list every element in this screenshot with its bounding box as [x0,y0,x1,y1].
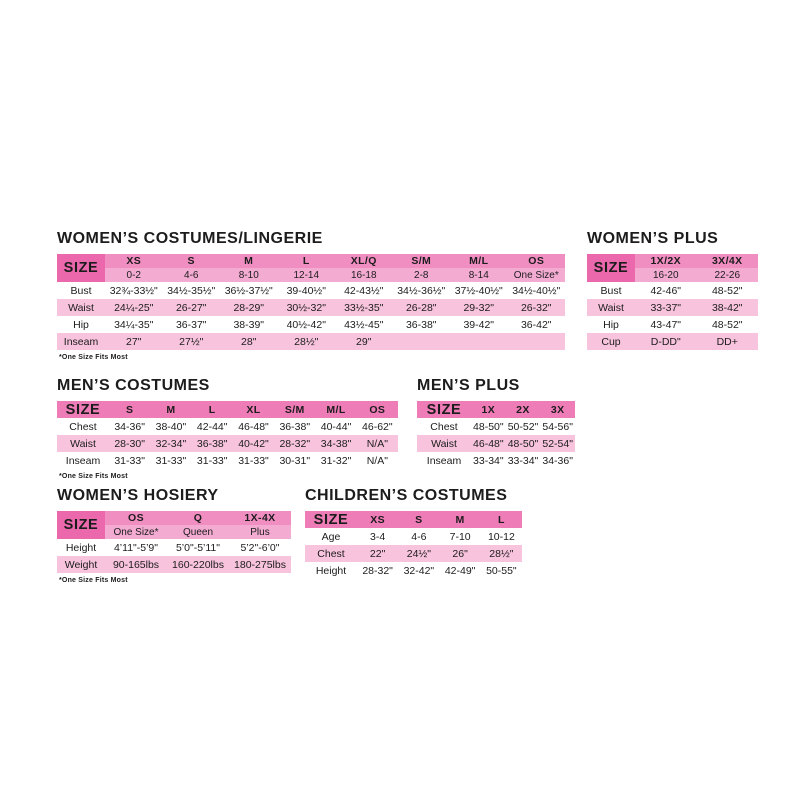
section-womens-plus [587,230,758,350]
column-subheader: One Size* [508,268,566,282]
row-label: Age [321,530,341,543]
row-label: Hip [603,318,619,331]
data-cell: 27" [105,333,163,350]
row-label: Chest [305,545,357,562]
row-label: Inseam [57,333,105,350]
column-header: M/L [450,254,508,268]
data-cell: 5’0"-5’11" [175,541,221,554]
data-cell: 26-32" [508,299,566,316]
column-header: M/L [315,401,356,418]
column-subheader: 2-8 [393,268,451,282]
data-cell: 26-28" [393,299,451,316]
table-row [587,333,758,350]
table-row [57,333,565,350]
data-cell: 33½-35" [335,299,393,316]
footnote-mens-costumes: *One Size Fits Most [59,473,128,480]
table-row [57,539,291,556]
size-header-label: SIZE [57,511,105,539]
data-cell: 28-32" [274,435,315,452]
data-cell: 34-36" [114,420,145,433]
data-cell: 48-50" [473,420,504,433]
data-cell: 50-55" [486,564,517,577]
column-subheader: 0-2 [105,268,163,282]
data-cell: 4-6 [411,530,427,543]
section-title-mens-plus: MEN’S PLUS [417,377,520,394]
mens-costumes-table-container [57,401,398,469]
column-header: S [163,254,221,268]
data-cell: 37½-40½" [454,284,503,297]
womens-hosiery-table-container [57,511,291,573]
column-header: Q [167,511,229,525]
data-cell: 34½-35½" [167,284,216,297]
column-header: M [440,511,481,528]
data-cell: 54-56" [542,420,573,433]
data-cell: 46-48" [471,435,506,452]
column-header: 3X/4X [697,254,759,268]
data-cell: D-DD" [635,333,697,350]
data-cell: 26" [440,545,481,562]
childrens-costumes-table [305,511,522,579]
column-header: XS [105,254,163,268]
column-header: S [398,511,439,528]
data-cell: 32¾-33½" [109,284,158,297]
mens-plus-table-container [417,401,575,469]
column-header: 2X [506,401,541,418]
size-header-label: SIZE [587,254,635,282]
section-womens-costumes-lingerie [57,230,565,361]
data-cell: 40½-42" [286,318,326,331]
row-label: Bust [600,284,622,297]
row-label: Cup [587,333,635,350]
data-cell: 28-30" [109,435,150,452]
column-header: 3X [540,401,575,418]
data-cell: 30-31" [279,454,311,467]
data-cell: 36-38" [192,435,233,452]
womens-hosiery-table [57,511,291,573]
table-row [305,545,522,562]
column-header: S/M [393,254,451,268]
size-header-label: SIZE [57,254,105,282]
table-row [57,435,398,452]
row-label: Inseam [65,454,101,467]
mens-plus-table [417,401,575,469]
column-header: OS [508,254,566,268]
row-label: Bust [70,284,92,297]
column-subheader: 12-14 [278,268,336,282]
data-cell: 46-62" [362,420,393,433]
section-title-womens-hosiery: WOMEN’S HOSIERY [57,487,219,504]
data-cell: 29" [335,333,393,350]
data-cell: 39-42" [463,318,495,331]
column-header: XL [233,401,274,418]
data-cell: 46-48" [238,420,269,433]
data-cell [450,333,508,350]
data-cell: 52-54" [540,435,575,452]
column-subheader: 4-6 [163,268,221,282]
table-row [417,418,575,435]
row-label: Height [65,541,97,554]
table-row [587,282,758,299]
column-subheader: Queen [167,525,229,539]
column-header: OS [105,511,167,525]
data-cell: 4’11"-5’9" [113,541,159,554]
womens-plus-table [587,254,758,350]
data-cell: 48-52" [711,284,743,297]
data-cell: 36-42" [520,318,552,331]
data-cell: 28-29" [220,299,278,316]
data-cell: 48-52" [711,318,743,331]
data-cell: DD+ [697,333,759,350]
row-label: Chest [69,420,97,433]
data-cell: 31-33" [114,454,145,467]
data-cell: 90-165lbs [105,556,167,573]
footnote-womens-costumes-lingerie: *One Size Fits Most [59,354,128,361]
row-label: Chest [430,420,458,433]
data-cell: 50-52" [507,420,539,433]
column-header: L [192,401,233,418]
row-label: Height [315,564,347,577]
column-header: S/M [274,401,315,418]
column-header: S [109,401,150,418]
data-cell: 34½-40½" [512,284,561,297]
column-header: M [150,401,191,418]
data-cell: 42-49" [444,564,476,577]
data-cell [508,333,566,350]
data-cell: 36½-37½" [224,284,273,297]
table-row [57,299,565,316]
section-mens-plus [417,377,575,469]
data-cell: 160-220lbs [167,556,229,573]
data-cell: 42-46" [650,284,682,297]
footnote-womens-hosiery: *One Size Fits Most [59,577,128,584]
column-header: 1X [471,401,506,418]
column-subheader: 16-20 [635,268,697,282]
data-cell: 38-39" [233,318,265,331]
size-header-label: SIZE [305,511,357,528]
table-row [57,282,565,299]
column-subheader: 16-18 [335,268,393,282]
data-cell: 24¼-25" [105,299,163,316]
data-cell: 38-40" [155,420,187,433]
data-cell: 38-42" [697,299,759,316]
data-cell: 31-33" [155,454,187,467]
row-label: Hip [73,318,89,331]
childrens-costumes-table-container [305,511,522,579]
size-header-label: SIZE [57,401,109,418]
table-row [57,452,398,469]
data-cell: 26-27" [163,299,221,316]
data-cell: 5’2"-6’0" [240,541,280,554]
column-header: M [220,254,278,268]
data-cell: 33-34" [507,454,539,467]
column-subheader: Plus [229,525,291,539]
table-row [305,528,522,545]
data-cell: 48-50" [506,435,541,452]
section-title-childrens-costumes: CHILDREN’S COSTUMES [305,487,508,504]
column-header: 1X-4X [229,511,291,525]
data-cell: 31-32" [320,454,352,467]
table-row [57,556,291,573]
size-header-label: SIZE [417,401,471,418]
table-row [57,418,398,435]
table-row [417,452,575,469]
data-cell: 31-33" [238,454,269,467]
data-cell: 32-42" [403,564,435,577]
data-cell: 33-34" [473,454,504,467]
data-cell: 34-38" [315,435,356,452]
section-womens-hosiery [57,487,291,584]
data-cell: N/A" [357,435,398,452]
data-cell: 28-32" [362,564,393,577]
data-cell: 10-12 [487,530,515,543]
data-cell: 32-34" [150,435,191,452]
row-label: Waist [417,435,471,452]
data-cell: 36-38" [405,318,437,331]
column-header: XS [357,511,398,528]
data-cell: 34½-36½" [397,284,446,297]
section-title-womens-costumes-lingerie: WOMEN’S COSTUMES/LINGERIE [57,230,323,247]
data-cell: 24½" [398,545,439,562]
data-cell: 42-43½" [344,284,384,297]
table-row [305,562,522,579]
column-subheader: 8-14 [450,268,508,282]
data-cell: 28½" [278,333,336,350]
data-cell: 39-40½" [286,284,326,297]
table-row [587,299,758,316]
row-label: Waist [57,299,105,316]
data-cell: 43½-45" [344,318,384,331]
column-header: OS [357,401,398,418]
data-cell: 34¼-35" [114,318,154,331]
section-title-mens-costumes: MEN’S COSTUMES [57,377,210,394]
column-subheader: 22-26 [697,268,759,282]
column-subheader: One Size* [105,525,167,539]
section-title-womens-plus: WOMEN’S PLUS [587,230,719,247]
data-cell: 29-32" [450,299,508,316]
row-label: Inseam [426,454,462,467]
column-header: XL/Q [335,254,393,268]
mens-costumes-table [57,401,398,469]
womens-plus-table-container [587,254,758,350]
column-header: 1X/2X [635,254,697,268]
data-cell: 22" [357,545,398,562]
data-cell: 33-37" [635,299,697,316]
data-cell: 7-10 [449,530,471,543]
data-cell: 30½-32" [278,299,336,316]
data-cell: 36-38" [279,420,311,433]
data-cell: 42-44" [196,420,228,433]
data-cell: 40-42" [233,435,274,452]
data-cell: 28½" [481,545,522,562]
column-subheader: 8-10 [220,268,278,282]
data-cell: 3-4 [370,530,386,543]
data-cell: 28" [220,333,278,350]
womens-costumes-lingerie-table [57,254,565,350]
data-cell: 43-47" [650,318,682,331]
data-cell: N/A" [366,454,388,467]
table-row [417,435,575,452]
data-cell: 180-275lbs [229,556,291,573]
data-cell [393,333,451,350]
column-header: L [278,254,336,268]
column-header: L [481,511,522,528]
data-cell: 31-33" [196,454,228,467]
data-cell: 34-36" [542,454,573,467]
row-label: Waist [57,435,109,452]
womens-costumes-lingerie-table-container [57,254,565,350]
table-row [57,316,565,333]
row-label: Weight [57,556,105,573]
section-mens-costumes [57,377,398,480]
row-label: Waist [587,299,635,316]
table-row [587,316,758,333]
section-childrens-costumes [305,487,522,579]
data-cell: 36-37" [175,318,207,331]
data-cell: 40-44" [320,420,352,433]
data-cell: 27½" [163,333,221,350]
